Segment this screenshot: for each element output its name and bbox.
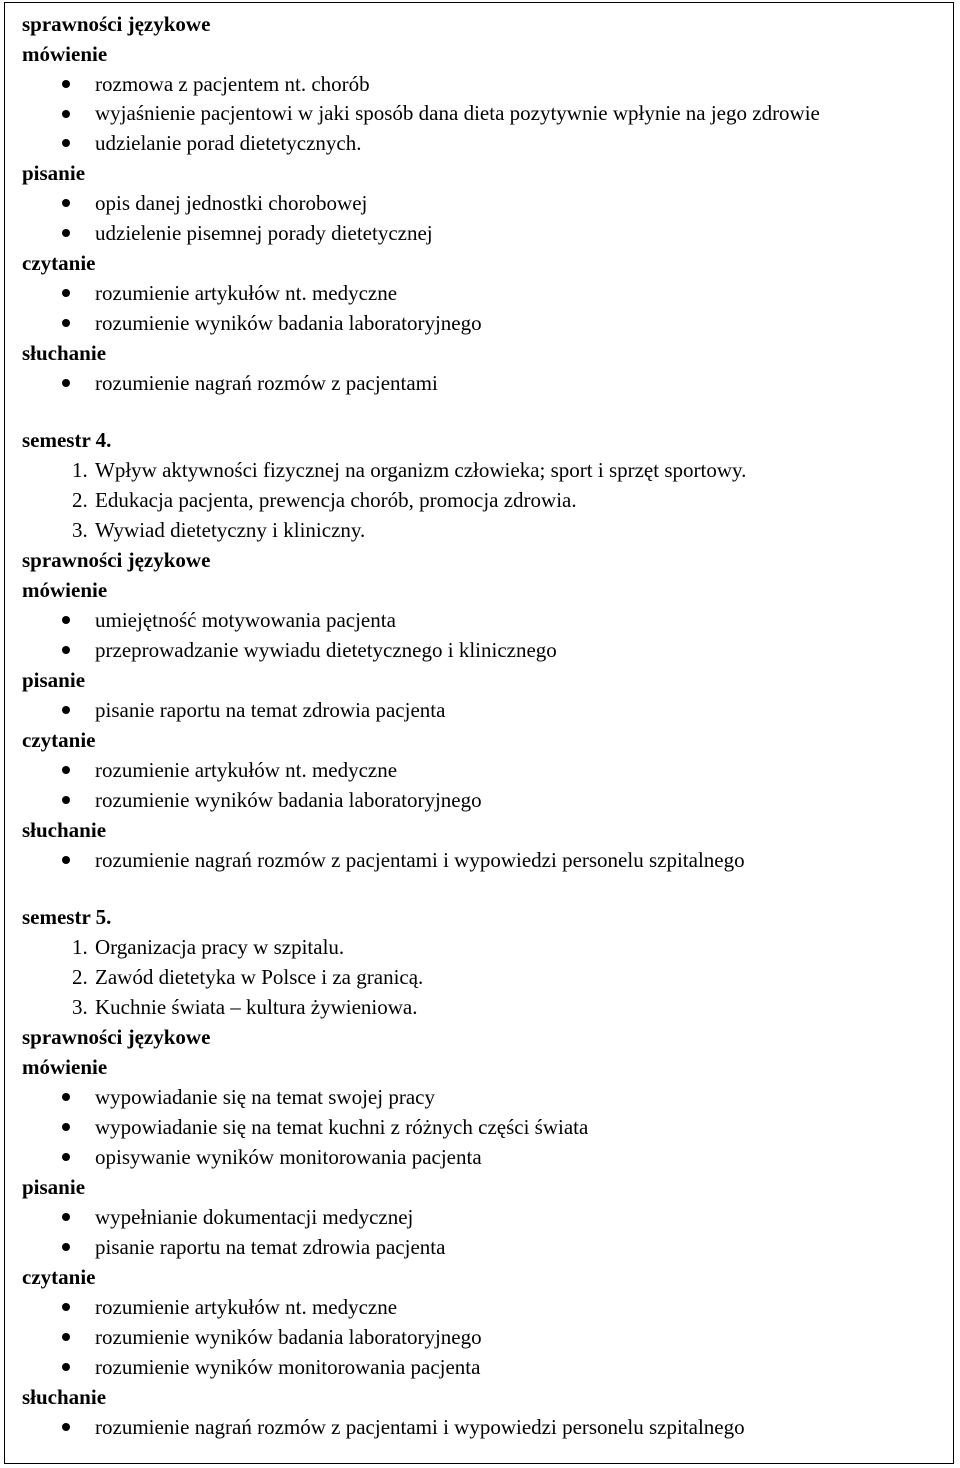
list-item: udzielanie porad dietetycznych. — [22, 128, 942, 158]
list-item: rozmowa z pacjentem nt. chorób — [22, 69, 942, 99]
list-item: pisanie raportu na temat zdrowia pacjenta — [22, 695, 942, 725]
list-item: rozumienie artykułów nt. medyczne — [22, 1292, 942, 1322]
bullet-icon — [62, 706, 70, 714]
list-item: rozumienie nagrań rozmów z pacjentami i wypowiedzi personelu szpitalnego — [22, 1412, 942, 1442]
list-item: rozumienie wyników monitorowania pacjenta — [22, 1352, 942, 1382]
section-spacer — [22, 875, 942, 902]
skill-heading-pisanie: pisanie — [22, 161, 86, 185]
section-spacer — [22, 398, 942, 425]
skills-heading: sprawności językowe — [22, 12, 211, 36]
topic-item: 3. Kuchnie świata – kultura żywieniowa. — [72, 995, 418, 1019]
bullet-icon — [62, 1153, 70, 1161]
bullet-icon — [62, 1093, 70, 1101]
list-item: rozumienie wyników badania laboratoryjnego — [22, 308, 942, 338]
list-item: rozumienie nagrań rozmów z pacjentami — [22, 368, 942, 398]
bullet-icon — [62, 646, 70, 654]
list-item: pisanie raportu na temat zdrowia pacjenta — [22, 1232, 942, 1262]
list-item: opisywanie wyników monitorowania pacjenta — [22, 1142, 942, 1172]
bullet-icon — [62, 616, 70, 624]
bullet-icon — [62, 139, 70, 147]
bullet-icon — [62, 1243, 70, 1251]
skill-heading-sluchanie: słuchanie — [22, 818, 107, 842]
list-item: udzielenie pisemnej porady dietetycznej — [22, 218, 942, 248]
document-frame — [4, 2, 954, 1464]
bullet-icon — [62, 1123, 70, 1131]
list-item: rozumienie wyników badania laboratoryjnego — [22, 1322, 942, 1352]
document-content — [22, 9, 942, 1442]
topic-item: 2. Zawód dietetyka w Polsce i za granicą. — [72, 965, 424, 989]
list-item: wypowiadanie się na temat kuchni z różnych części świata — [22, 1112, 942, 1142]
bullet-icon — [62, 1303, 70, 1311]
skill-heading-sluchanie: słuchanie — [22, 341, 107, 365]
bullet-icon — [62, 856, 70, 864]
bullet-icon — [62, 80, 70, 88]
skill-heading-czytanie: czytanie — [22, 251, 96, 275]
skill-heading-sluchanie: słuchanie — [22, 1385, 107, 1409]
list-item: umiejętność motywowania pacjenta — [22, 605, 942, 635]
list-item: rozumienie nagrań rozmów z pacjentami i wypowiedzi personelu szpitalnego — [22, 845, 942, 875]
list-item: przeprowadzanie wywiadu dietetycznego i klinicznego — [22, 635, 942, 665]
skill-heading-mowienie: mówienie — [22, 42, 108, 66]
topic-item: 1. Wpływ aktywności fizycznej na organizm człowieka; sport i sprzęt sportowy. — [72, 458, 747, 482]
bullet-icon — [62, 289, 70, 297]
skill-heading-pisanie: pisanie — [22, 1175, 86, 1199]
topic-item: 1. Organizacja pracy w szpitalu. — [72, 935, 345, 959]
bullet-icon — [62, 1423, 70, 1431]
bullet-icon — [62, 110, 70, 118]
skill-heading-mowienie: mówienie — [22, 1055, 108, 1079]
topic-item: 2. Edukacja pacjenta, prewencja chorób, promocja zdrowia. — [72, 488, 577, 512]
skills-heading: sprawności językowe — [22, 1025, 211, 1049]
bullet-icon — [62, 199, 70, 207]
list-item: wypełnianie dokumentacji medycznej — [22, 1202, 942, 1232]
bullet-icon — [62, 229, 70, 237]
bullet-icon — [62, 1333, 70, 1341]
skill-heading-czytanie: czytanie — [22, 728, 96, 752]
skills-heading: sprawności językowe — [22, 548, 211, 572]
bullet-icon — [62, 796, 70, 804]
topic-item: 3. Wywiad dietetyczny i kliniczny. — [72, 518, 366, 542]
list-item: rozumienie wyników badania laboratoryjnego — [22, 785, 942, 815]
list-item: wyjaśnienie pacjentowi w jaki sposób dana dieta pozytywnie wpłynie na jego zdrowie — [22, 99, 942, 128]
list-item: opis danej jednostki chorobowej — [22, 188, 942, 218]
list-item: wypowiadanie się na temat swojej pracy — [22, 1082, 942, 1112]
skill-heading-pisanie: pisanie — [22, 668, 86, 692]
bullet-icon — [62, 766, 70, 774]
skill-heading-czytanie: czytanie — [22, 1265, 96, 1289]
bullet-icon — [62, 1213, 70, 1221]
bullet-icon — [62, 319, 70, 327]
semester-title: semestr 4. — [22, 428, 112, 452]
bullet-icon — [62, 379, 70, 387]
bullet-icon — [62, 1363, 70, 1371]
semester-title: semestr 5. — [22, 905, 112, 929]
list-item: rozumienie artykułów nt. medyczne — [22, 755, 942, 785]
skill-heading-mowienie: mówienie — [22, 578, 108, 602]
list-item: rozumienie artykułów nt. medyczne — [22, 278, 942, 308]
